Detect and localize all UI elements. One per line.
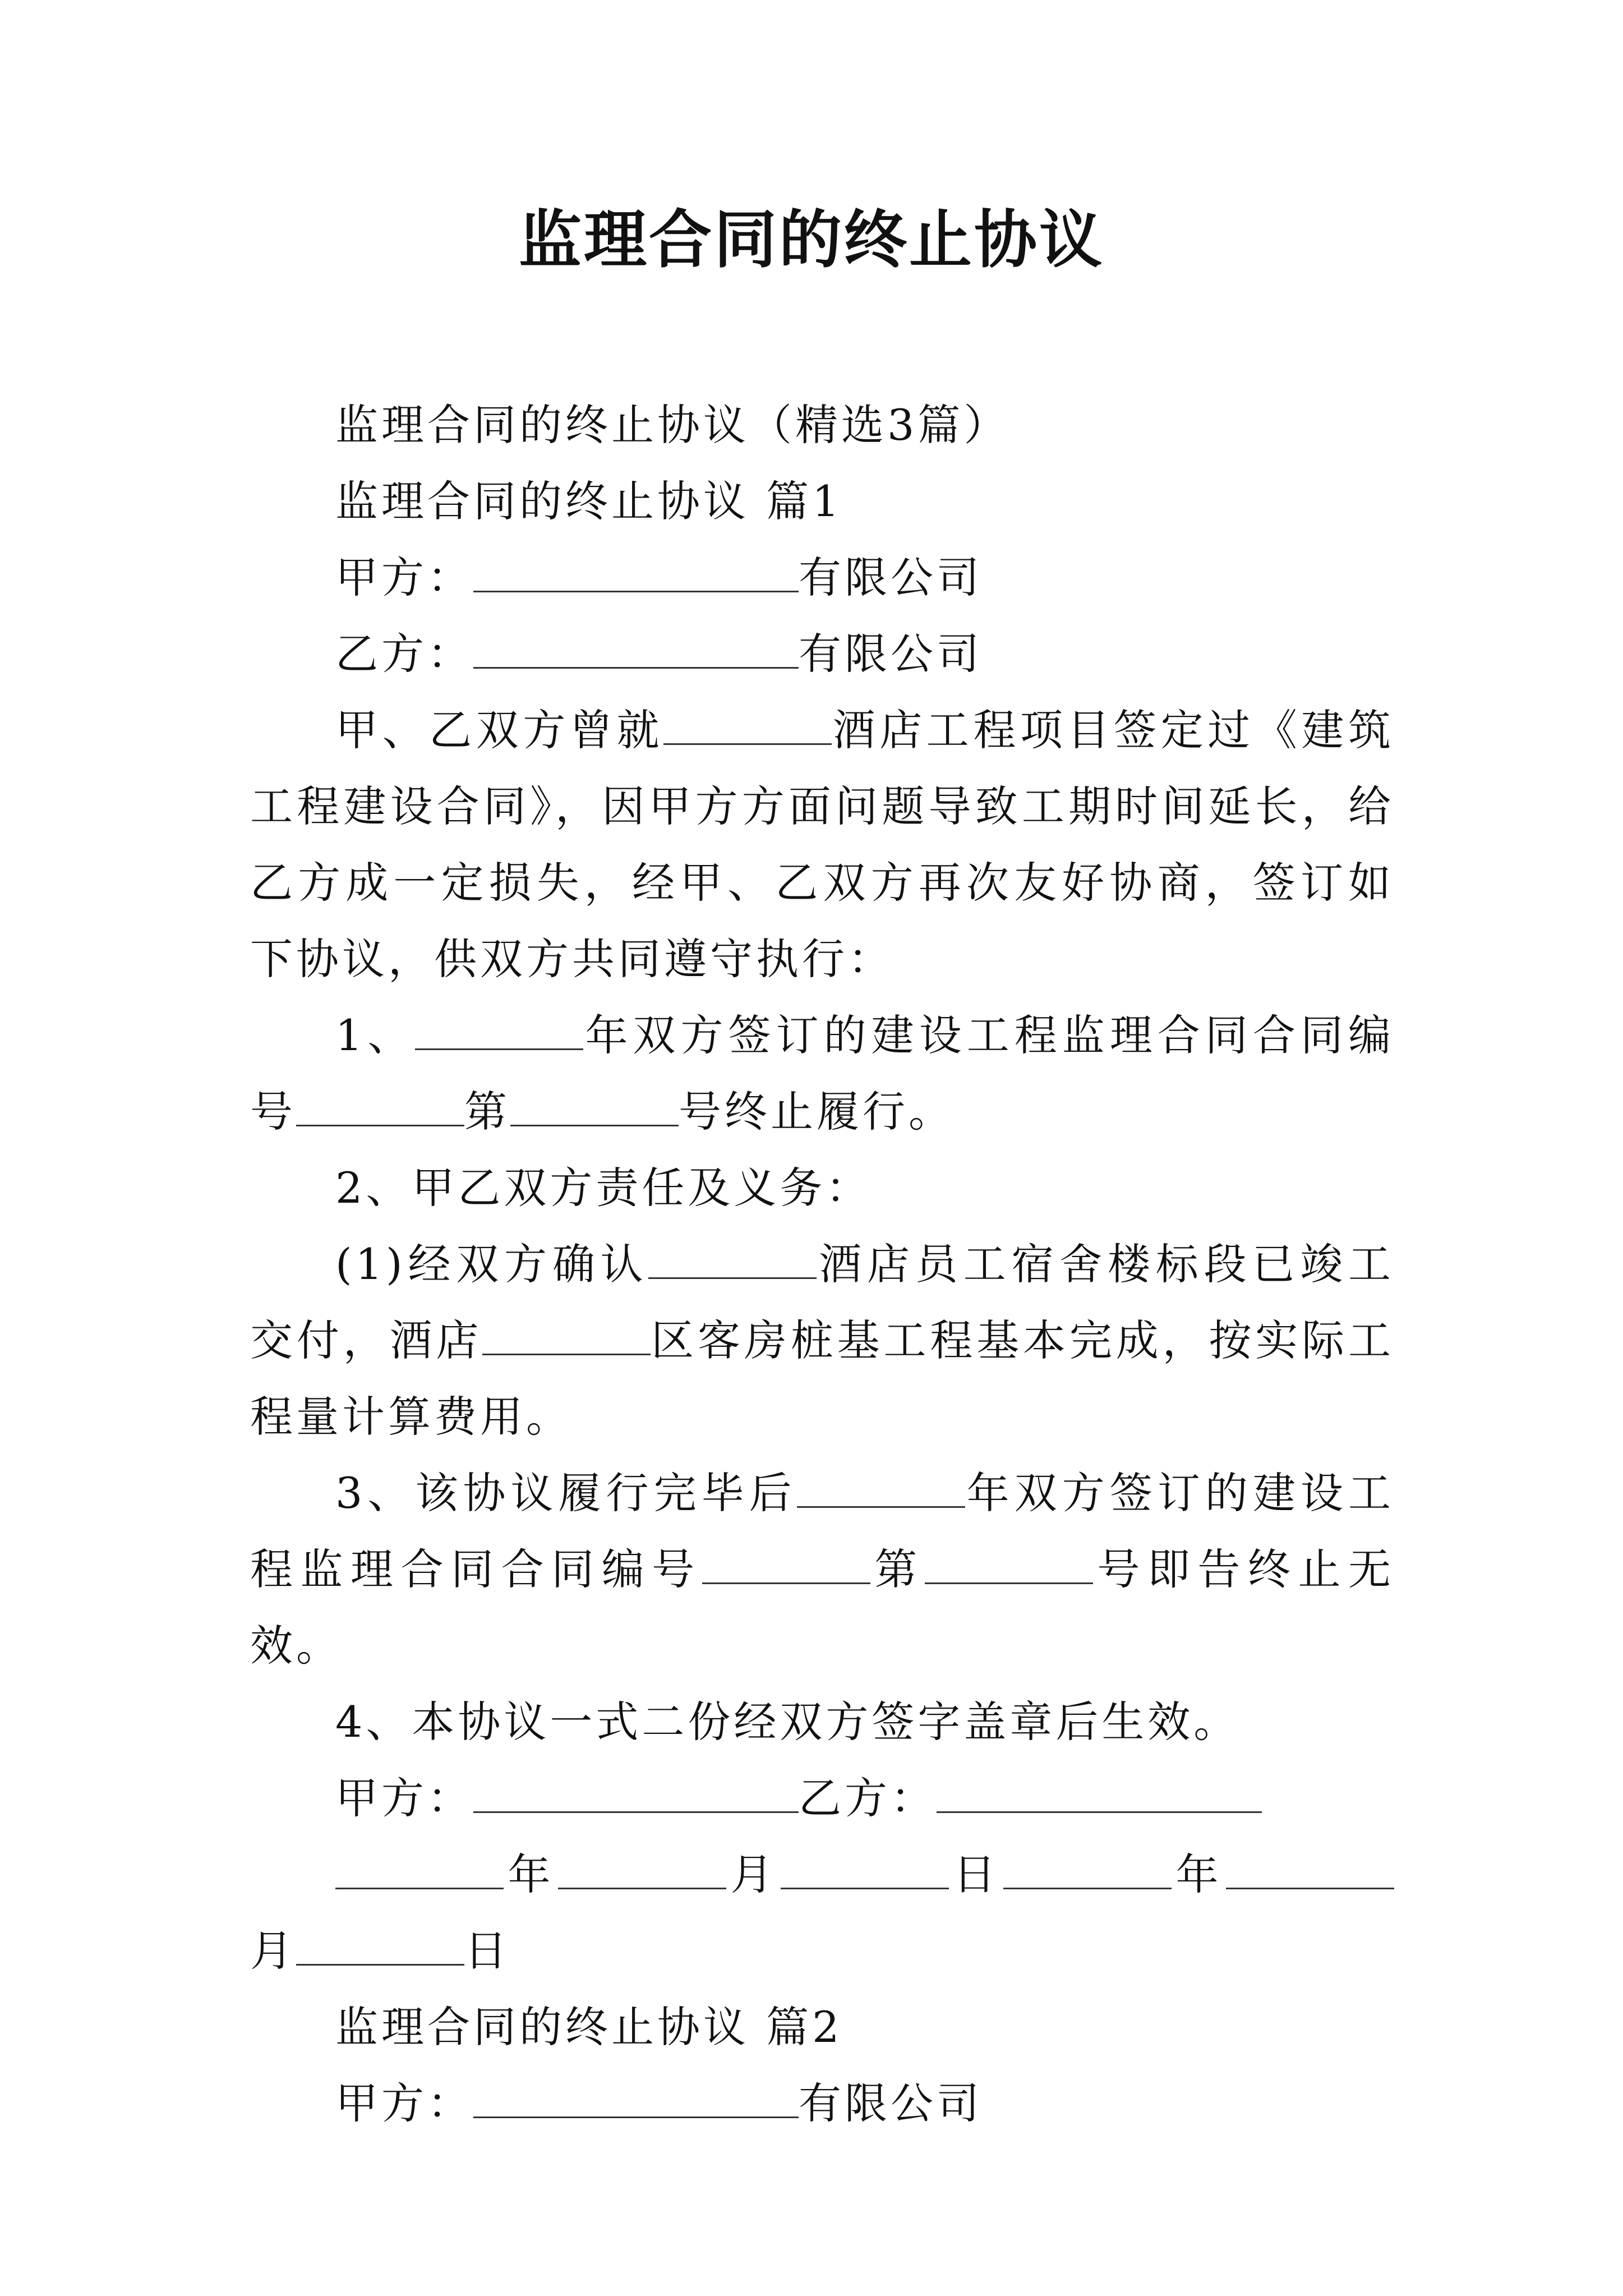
date-b-year-label: 年 bbox=[1172, 1849, 1226, 1899]
item2-1-part1: (1)经双方确认 bbox=[335, 1239, 649, 1289]
party-b-blank bbox=[473, 633, 799, 669]
item2-1-area-blank bbox=[482, 1320, 651, 1355]
party-b-label: 乙方： bbox=[335, 629, 473, 679]
subtitle-text: 监理合同的终止协议（精选3篇） bbox=[335, 400, 1010, 450]
item3-part4: 号即告终止无效。 bbox=[250, 1544, 1395, 1671]
section1-heading bbox=[250, 463, 1394, 540]
sign-party-b-blank bbox=[937, 1778, 1262, 1813]
document-body bbox=[250, 387, 1394, 2142]
date-a-year-label: 年 bbox=[504, 1849, 558, 1899]
item3-year-blank bbox=[797, 1473, 965, 1508]
section2-heading-text: 监理合同的终止协议 篇2 bbox=[335, 2002, 843, 2052]
party-a-line bbox=[250, 540, 1394, 616]
item3-part1: 3、该协议履行完毕后 bbox=[335, 1468, 797, 1518]
date-a-day-blank bbox=[781, 1854, 949, 1889]
date-a-month-label: 月 bbox=[726, 1849, 781, 1899]
intro-part2: 酒店工程项目签定过《建筑工程建设合同》，因甲方方面问题导致工期时间延长，给乙方成一定损失，经甲、乙双方再次友好协商，签订如下协议，供双方共同遵守执行： bbox=[250, 705, 1395, 984]
date-a-year-blank bbox=[335, 1854, 504, 1889]
date-b-day-label: 日 bbox=[464, 1926, 510, 1976]
document-title: 监理合同的终止协议 bbox=[519, 203, 1104, 277]
item1-year-blank bbox=[415, 1015, 583, 1050]
party-a-company-suffix: 有限公司 bbox=[799, 553, 983, 602]
intro-part1: 甲、乙双方曾就 bbox=[335, 705, 664, 755]
intro-paragraph bbox=[250, 692, 1394, 997]
item2-text: 2、甲乙双方责任及义务： bbox=[335, 1163, 872, 1213]
subtitle bbox=[250, 387, 1394, 463]
item3-number-blank bbox=[925, 1549, 1093, 1584]
item1-part4: 号终止履行。 bbox=[679, 1087, 955, 1137]
party-a-label: 甲方： bbox=[335, 553, 473, 602]
date-b-month-label: 月 bbox=[250, 1926, 296, 1976]
section2-party-a-label: 甲方： bbox=[335, 2078, 473, 2128]
hotel-name-blank bbox=[663, 710, 832, 745]
item1-number-blank bbox=[510, 1091, 679, 1126]
item1-part1: 1、 bbox=[335, 1010, 416, 1060]
date-b-year-blank bbox=[1003, 1854, 1172, 1889]
item1-contract-no-blank bbox=[296, 1091, 464, 1126]
sign-party-b-label: 乙方： bbox=[799, 1773, 937, 1823]
section2-heading bbox=[250, 1989, 1394, 2065]
item-4 bbox=[250, 1684, 1394, 1760]
party-b-company-suffix: 有限公司 bbox=[799, 629, 983, 679]
item2-1-part3: 区客房桩基工程基本完成，按实际工程量计算费用。 bbox=[250, 1315, 1395, 1442]
item-2 bbox=[250, 1150, 1394, 1226]
item3-contract-no-blank bbox=[702, 1549, 870, 1584]
item2-1-hotel-blank bbox=[648, 1244, 817, 1279]
item1-part2: 年双方签订的建设工程监理合同合同编号 bbox=[250, 1010, 1394, 1137]
item-3 bbox=[250, 1455, 1394, 1684]
date-a-month-blank bbox=[558, 1854, 726, 1889]
section2-party-a-line bbox=[250, 2065, 1394, 2142]
item-1 bbox=[250, 997, 1394, 1150]
party-b-line bbox=[250, 616, 1394, 692]
section1-heading-text: 监理合同的终止协议 篇1 bbox=[335, 476, 843, 526]
item1-part3: 第 bbox=[464, 1087, 510, 1137]
sign-party-a-blank bbox=[473, 1778, 799, 1813]
date-a-day-label: 日 bbox=[949, 1849, 1003, 1899]
item3-part3: 第 bbox=[870, 1544, 925, 1594]
signature-line bbox=[250, 1760, 1394, 1837]
sign-party-a-label: 甲方： bbox=[335, 1773, 473, 1823]
item4-text: 4、本协议一式二份经双方签字盖章后生效。 bbox=[335, 1697, 1240, 1747]
date-b-month-blank bbox=[1226, 1854, 1394, 1889]
item-2-1 bbox=[250, 1226, 1394, 1455]
section2-company-suffix: 有限公司 bbox=[799, 2078, 983, 2128]
date-line bbox=[250, 1837, 1394, 1989]
item2-1-part2: 酒店员工宿舍楼标段已竣工交付，酒店 bbox=[250, 1239, 1394, 1365]
party-a-blank bbox=[473, 557, 799, 592]
section2-party-a-blank bbox=[473, 2083, 799, 2118]
item3-part2: 年双方签订的建设工程监理合同合同编号 bbox=[250, 1468, 1395, 1594]
date-b-day-blank bbox=[296, 1930, 464, 1966]
